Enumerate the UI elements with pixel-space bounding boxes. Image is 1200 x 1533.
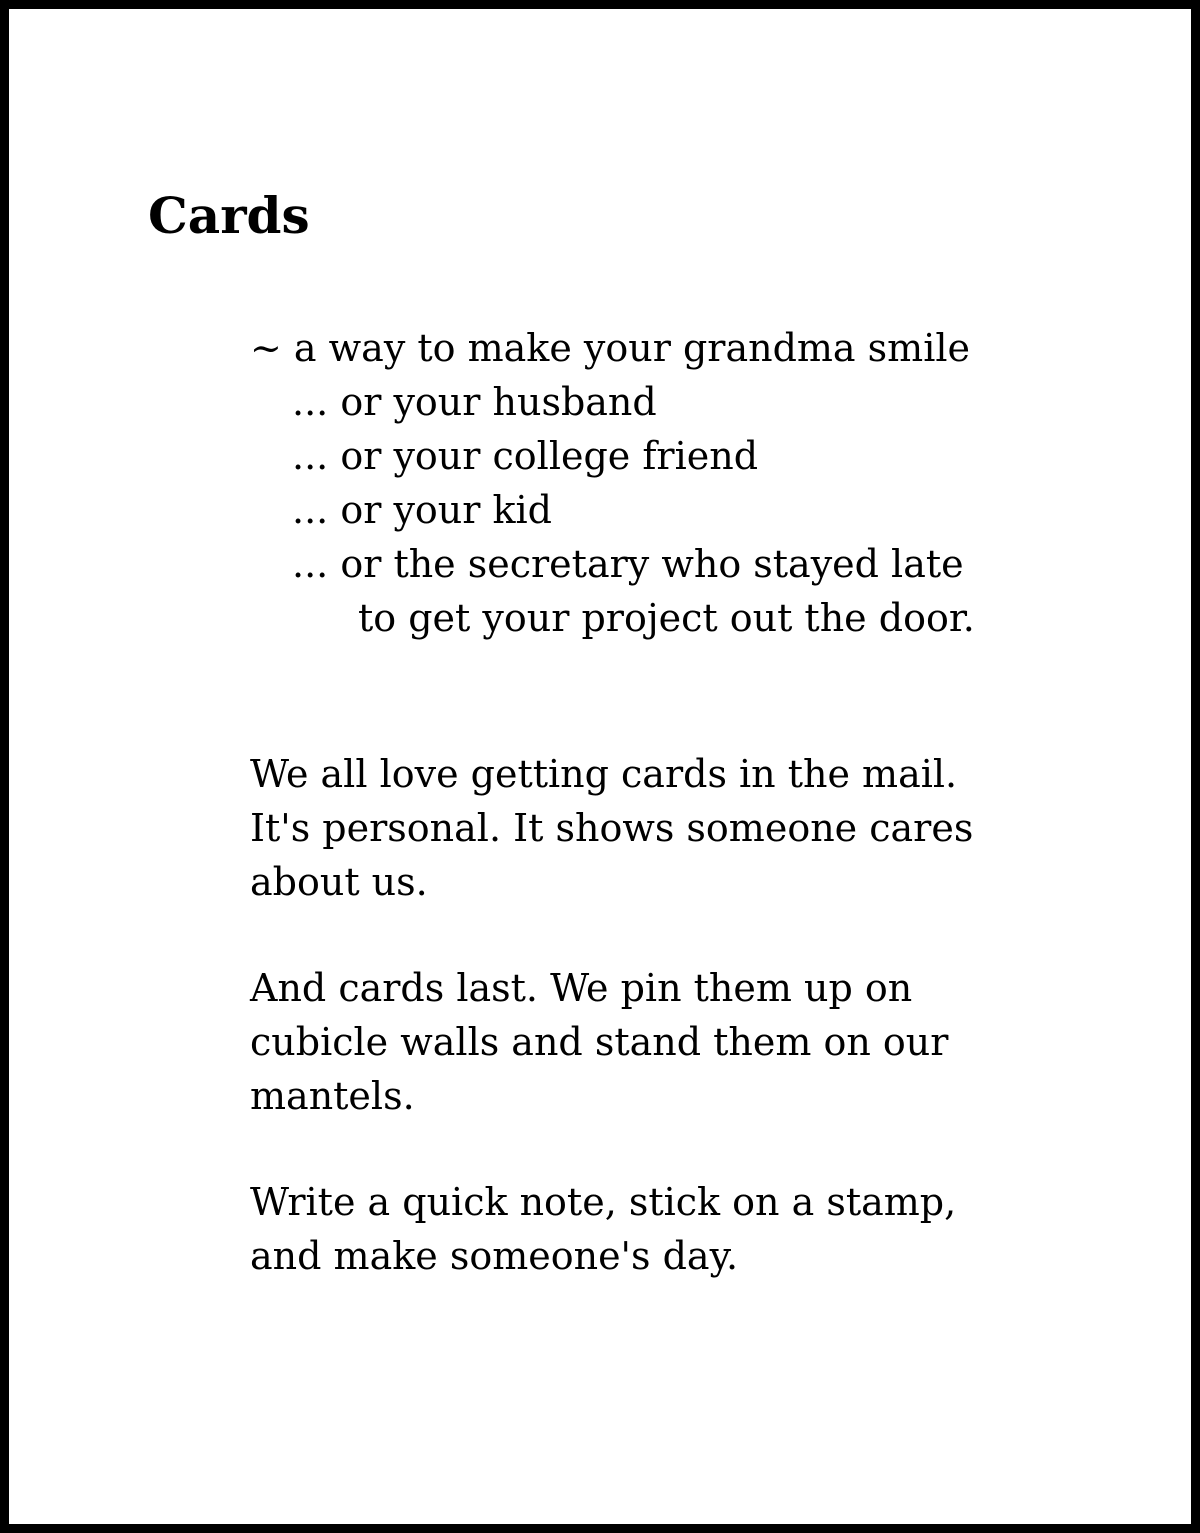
paragraph-1-line-2: It's personal. It shows someone cares [250, 806, 974, 850]
intro-item-college-friend: ... or your college friend [292, 434, 759, 478]
intro-item-kid: ... or your kid [292, 488, 553, 532]
paragraph-3-line-2: and make someone's day. [250, 1234, 739, 1278]
intro-item-secretary: ... or the secretary who stayed late [292, 542, 964, 586]
paragraph-3-line-1: Write a quick note, stick on a stamp, [250, 1180, 957, 1224]
paragraph-2-line-3: mantels. [250, 1074, 415, 1118]
paragraph-1-line-1: We all love getting cards in the mail. [250, 752, 958, 796]
intro-lead-line: ~ a way to make your grandma smile [250, 326, 970, 370]
paragraph-2-line-2: cubicle walls and stand them on our [250, 1020, 949, 1064]
page [9, 9, 1191, 1524]
paragraph-1-line-3: about us. [250, 860, 428, 904]
page-title: Cards [148, 186, 310, 245]
paragraph-2-line-1: And cards last. We pin them up on [250, 966, 913, 1010]
intro-item-husband: ... or your husband [292, 380, 657, 424]
intro-continuation-line: to get your project out the door. [358, 596, 975, 640]
